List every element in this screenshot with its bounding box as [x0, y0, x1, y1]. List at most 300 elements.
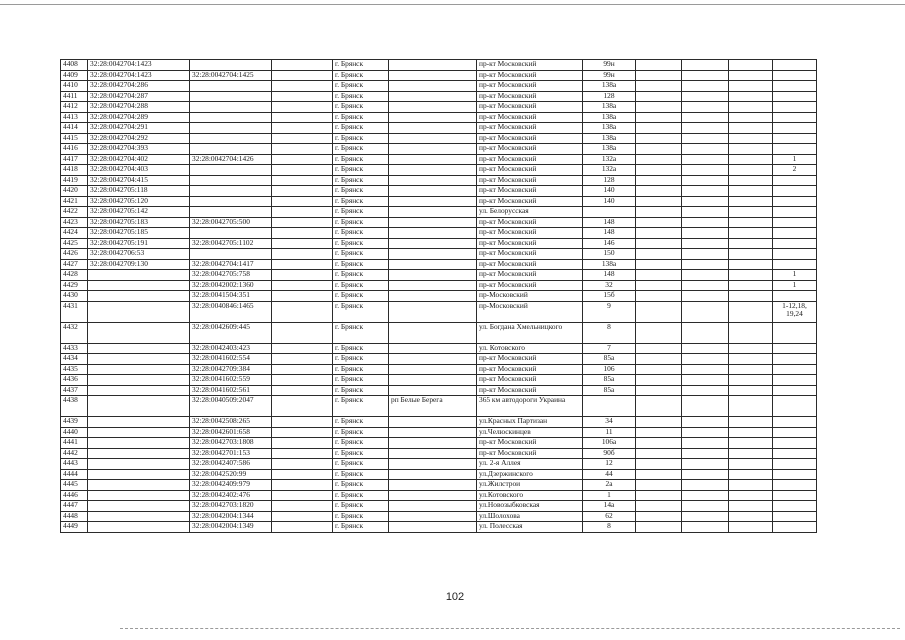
- extra-cell-cell: [272, 112, 333, 123]
- blank-cell-a-cell: [636, 186, 682, 197]
- cadastral-number-object-cell: 32:28:0042002:1360: [190, 280, 272, 291]
- locality-cell: г. Брянск: [333, 249, 389, 260]
- street-cell: ул.Шолохова: [477, 511, 583, 522]
- settlement-cell: [389, 207, 477, 218]
- premises-number-cell: 1: [773, 270, 817, 281]
- blank-cell-a-cell: [636, 322, 682, 343]
- house-number-cell: 34: [583, 417, 636, 428]
- row-number-cell: 4436: [61, 375, 88, 386]
- cadastral-number-land-cell: [88, 459, 190, 470]
- cadastral-number-object-cell: 32:28:0042705:758: [190, 270, 272, 281]
- cadastral-number-object-cell: [190, 91, 272, 102]
- house-number-cell: 148: [583, 217, 636, 228]
- blank-cell-a-cell: [636, 112, 682, 123]
- blank-cell-a-cell: [636, 417, 682, 428]
- extra-cell-cell: [272, 396, 333, 417]
- premises-number-cell: [773, 133, 817, 144]
- cadastral-number-object-cell: 32:28:0042709:384: [190, 364, 272, 375]
- premises-number-cell: 1-12,18, 19,24: [773, 301, 817, 322]
- house-number-cell: 7: [583, 343, 636, 354]
- extra-cell-cell: [272, 459, 333, 470]
- street-cell: пр-кт Московский: [477, 280, 583, 291]
- locality-cell: г. Брянск: [333, 385, 389, 396]
- row-number-cell: 4423: [61, 217, 88, 228]
- settlement-cell: [389, 165, 477, 176]
- table-row: [61, 427, 817, 438]
- extra-cell-cell: [272, 448, 333, 459]
- street-cell: пр-кт Московский: [477, 217, 583, 228]
- locality-cell: г. Брянск: [333, 438, 389, 449]
- blank-cell-a-cell: [636, 217, 682, 228]
- cadastral-number-land-cell: 32:28:0042705:120: [88, 196, 190, 207]
- premises-number-cell: [773, 417, 817, 428]
- settlement-cell: [389, 259, 477, 270]
- blank-cell-b-cell: [682, 417, 729, 428]
- blank-cell-b-cell: [682, 102, 729, 113]
- cadastral-number-object-cell: 32:28:0042701:153: [190, 448, 272, 459]
- cadastral-number-land-cell: 32:28:0042704:1423: [88, 60, 190, 71]
- table-row: [61, 144, 817, 155]
- settlement-cell: [389, 91, 477, 102]
- cadastral-number-land-cell: [88, 396, 190, 417]
- blank-cell-b-cell: [682, 280, 729, 291]
- table-row: [61, 343, 817, 354]
- cadastral-number-object-cell: 32:28:0042508:265: [190, 417, 272, 428]
- house-number-cell: 106: [583, 364, 636, 375]
- locality-cell: г. Брянск: [333, 490, 389, 501]
- extra-cell-cell: [272, 186, 333, 197]
- cadastral-number-object-cell: [190, 207, 272, 218]
- row-number-cell: 4431: [61, 301, 88, 322]
- row-number-cell: 4408: [61, 60, 88, 71]
- cadastral-number-land-cell: 32:28:0042705:191: [88, 238, 190, 249]
- blank-cell-b-cell: [682, 60, 729, 71]
- cadastral-number-object-cell: [190, 81, 272, 92]
- cadastral-number-object-cell: [190, 102, 272, 113]
- blank-cell-b-cell: [682, 228, 729, 239]
- premises-number-cell: [773, 354, 817, 365]
- premises-number-cell: [773, 123, 817, 134]
- settlement-cell: [389, 343, 477, 354]
- locality-cell: г. Брянск: [333, 102, 389, 113]
- extra-cell-cell: [272, 91, 333, 102]
- table-row: [61, 469, 817, 480]
- cadastral-number-object-cell: 32:28:0042004:1344: [190, 511, 272, 522]
- house-number-cell: 90б: [583, 448, 636, 459]
- cadastral-number-object-cell: [190, 165, 272, 176]
- settlement-cell: [389, 133, 477, 144]
- house-number-cell: 8: [583, 522, 636, 533]
- blank-cell-a-cell: [636, 238, 682, 249]
- locality-cell: г. Брянск: [333, 469, 389, 480]
- premises-number-cell: [773, 60, 817, 71]
- table-row: [61, 249, 817, 260]
- street-cell: пр-кт Московский: [477, 70, 583, 81]
- extra-cell-cell: [272, 438, 333, 449]
- settlement-cell: [389, 385, 477, 396]
- table-row: [61, 490, 817, 501]
- cadastral-number-land-cell: [88, 438, 190, 449]
- row-number-cell: 4437: [61, 385, 88, 396]
- row-number-cell: 4413: [61, 112, 88, 123]
- settlement-cell: [389, 448, 477, 459]
- house-number-cell: 99н: [583, 60, 636, 71]
- premises-number-cell: [773, 448, 817, 459]
- blank-cell-c-cell: [729, 343, 773, 354]
- scan-edge-bottom: [120, 628, 900, 630]
- blank-cell-c-cell: [729, 417, 773, 428]
- settlement-cell: [389, 112, 477, 123]
- row-number-cell: 4445: [61, 480, 88, 491]
- locality-cell: г. Брянск: [333, 396, 389, 417]
- house-number-cell: 106а: [583, 438, 636, 449]
- blank-cell-c-cell: [729, 112, 773, 123]
- settlement-cell: [389, 375, 477, 386]
- premises-number-cell: 1: [773, 154, 817, 165]
- house-number-cell: 132а: [583, 165, 636, 176]
- street-cell: пр-кт Московский: [477, 123, 583, 134]
- house-number-cell: 138а: [583, 81, 636, 92]
- blank-cell-b-cell: [682, 217, 729, 228]
- cadastral-number-object-cell: 32:28:0042704:1426: [190, 154, 272, 165]
- blank-cell-c-cell: [729, 175, 773, 186]
- premises-number-cell: [773, 186, 817, 197]
- cadastral-number-land-cell: 32:28:0042705:118: [88, 186, 190, 197]
- premises-number-cell: [773, 70, 817, 81]
- blank-cell-b-cell: [682, 448, 729, 459]
- table-row: [61, 291, 817, 302]
- cadastral-number-object-cell: 32:28:0041504:351: [190, 291, 272, 302]
- row-number-cell: 4440: [61, 427, 88, 438]
- extra-cell-cell: [272, 375, 333, 386]
- cadastral-number-land-cell: 32:28:0042705:142: [88, 207, 190, 218]
- extra-cell-cell: [272, 291, 333, 302]
- blank-cell-b-cell: [682, 501, 729, 512]
- table-row: [61, 438, 817, 449]
- street-cell: пр-кт Московский: [477, 238, 583, 249]
- table-row: [61, 60, 817, 71]
- premises-number-cell: [773, 238, 817, 249]
- blank-cell-a-cell: [636, 280, 682, 291]
- locality-cell: г. Брянск: [333, 175, 389, 186]
- house-number-cell: 140: [583, 196, 636, 207]
- premises-number-cell: [773, 438, 817, 449]
- cadastral-number-object-cell: 32:28:0042703:1808: [190, 438, 272, 449]
- house-number-cell: 15б: [583, 291, 636, 302]
- house-number-cell: 148: [583, 270, 636, 281]
- blank-cell-c-cell: [729, 291, 773, 302]
- row-number-cell: 4424: [61, 228, 88, 239]
- street-cell: пр-кт Московский: [477, 81, 583, 92]
- blank-cell-b-cell: [682, 354, 729, 365]
- premises-number-cell: [773, 196, 817, 207]
- cadastral-number-land-cell: [88, 375, 190, 386]
- extra-cell-cell: [272, 165, 333, 176]
- premises-number-cell: [773, 91, 817, 102]
- row-number-cell: 4430: [61, 291, 88, 302]
- row-number-cell: 4447: [61, 501, 88, 512]
- cadastral-number-land-cell: 32:28:0042704:415: [88, 175, 190, 186]
- cadastral-number-land-cell: 32:28:0042704:289: [88, 112, 190, 123]
- blank-cell-c-cell: [729, 228, 773, 239]
- house-number-cell: 8: [583, 322, 636, 343]
- cadastral-number-land-cell: [88, 354, 190, 365]
- row-number-cell: 4426: [61, 249, 88, 260]
- locality-cell: г. Брянск: [333, 196, 389, 207]
- street-cell: ул. Котовского: [477, 343, 583, 354]
- blank-cell-a-cell: [636, 81, 682, 92]
- premises-number-cell: [773, 501, 817, 512]
- settlement-cell: [389, 123, 477, 134]
- cadastral-number-object-cell: 32:28:0042407:586: [190, 459, 272, 470]
- row-number-cell: 4427: [61, 259, 88, 270]
- cadastral-number-object-cell: 32:28:0042601:658: [190, 427, 272, 438]
- locality-cell: г. Брянск: [333, 291, 389, 302]
- blank-cell-c-cell: [729, 70, 773, 81]
- blank-cell-c-cell: [729, 81, 773, 92]
- settlement-cell: [389, 175, 477, 186]
- settlement-cell: [389, 322, 477, 343]
- blank-cell-b-cell: [682, 522, 729, 533]
- cadastral-number-object-cell: [190, 60, 272, 71]
- table-row: [61, 91, 817, 102]
- blank-cell-c-cell: [729, 91, 773, 102]
- premises-number-cell: [773, 490, 817, 501]
- house-number-cell: 12: [583, 459, 636, 470]
- premises-number-cell: [773, 522, 817, 533]
- street-cell: пр-кт Московский: [477, 154, 583, 165]
- locality-cell: г. Брянск: [333, 448, 389, 459]
- extra-cell-cell: [272, 154, 333, 165]
- house-number-cell: 132а: [583, 154, 636, 165]
- blank-cell-a-cell: [636, 102, 682, 113]
- row-number-cell: 4442: [61, 448, 88, 459]
- blank-cell-b-cell: [682, 375, 729, 386]
- house-number-cell: 148: [583, 228, 636, 239]
- cadastral-number-object-cell: [190, 249, 272, 260]
- extra-cell-cell: [272, 385, 333, 396]
- blank-cell-a-cell: [636, 228, 682, 239]
- blank-cell-a-cell: [636, 354, 682, 365]
- locality-cell: г. Брянск: [333, 301, 389, 322]
- house-number-cell: 62: [583, 511, 636, 522]
- house-number-cell: [583, 396, 636, 417]
- extra-cell-cell: [272, 249, 333, 260]
- locality-cell: г. Брянск: [333, 322, 389, 343]
- blank-cell-a-cell: [636, 459, 682, 470]
- blank-cell-b-cell: [682, 396, 729, 417]
- house-number-cell: 9: [583, 301, 636, 322]
- table-row: [61, 385, 817, 396]
- house-number-cell: 85а: [583, 375, 636, 386]
- row-number-cell: 4415: [61, 133, 88, 144]
- blank-cell-a-cell: [636, 438, 682, 449]
- blank-cell-b-cell: [682, 385, 729, 396]
- locality-cell: г. Брянск: [333, 343, 389, 354]
- table-row: [61, 480, 817, 491]
- locality-cell: г. Брянск: [333, 165, 389, 176]
- street-cell: пр-кт Московский: [477, 364, 583, 375]
- settlement-cell: [389, 364, 477, 375]
- blank-cell-b-cell: [682, 249, 729, 260]
- row-number-cell: 4410: [61, 81, 88, 92]
- street-cell: ул.Дзержинского: [477, 469, 583, 480]
- blank-cell-a-cell: [636, 123, 682, 134]
- street-cell: пр-кт Московский: [477, 60, 583, 71]
- blank-cell-a-cell: [636, 175, 682, 186]
- row-number-cell: 4419: [61, 175, 88, 186]
- blank-cell-c-cell: [729, 480, 773, 491]
- blank-cell-c-cell: [729, 280, 773, 291]
- cadastral-number-object-cell: [190, 186, 272, 197]
- blank-cell-b-cell: [682, 469, 729, 480]
- table-row: [61, 301, 817, 322]
- cadastral-number-object-cell: 32:28:0040846:1465: [190, 301, 272, 322]
- blank-cell-a-cell: [636, 511, 682, 522]
- blank-cell-a-cell: [636, 385, 682, 396]
- locality-cell: г. Брянск: [333, 459, 389, 470]
- extra-cell-cell: [272, 60, 333, 71]
- settlement-cell: [389, 301, 477, 322]
- extra-cell-cell: [272, 70, 333, 81]
- street-cell: пр-кт Московский: [477, 144, 583, 155]
- page-number: 102: [445, 591, 465, 603]
- extra-cell-cell: [272, 469, 333, 480]
- blank-cell-c-cell: [729, 102, 773, 113]
- premises-number-cell: [773, 511, 817, 522]
- table-row: [61, 112, 817, 123]
- register-table: [60, 59, 817, 533]
- cadastral-number-object-cell: 32:28:0042704:1417: [190, 259, 272, 270]
- table-row: [61, 459, 817, 470]
- blank-cell-c-cell: [729, 60, 773, 71]
- premises-number-cell: [773, 343, 817, 354]
- cadastral-number-object-cell: 32:28:0042705:1102: [190, 238, 272, 249]
- cadastral-number-object-cell: [190, 144, 272, 155]
- cadastral-number-land-cell: [88, 322, 190, 343]
- table-row: [61, 375, 817, 386]
- cadastral-number-object-cell: [190, 196, 272, 207]
- locality-cell: г. Брянск: [333, 280, 389, 291]
- locality-cell: г. Брянск: [333, 154, 389, 165]
- row-number-cell: 4432: [61, 322, 88, 343]
- locality-cell: г. Брянск: [333, 501, 389, 512]
- locality-cell: г. Брянск: [333, 112, 389, 123]
- house-number-cell: 138а: [583, 123, 636, 134]
- blank-cell-b-cell: [682, 238, 729, 249]
- street-cell: пр-кт Московский: [477, 175, 583, 186]
- street-cell: пр-кт Московский: [477, 385, 583, 396]
- settlement-cell: [389, 417, 477, 428]
- blank-cell-a-cell: [636, 301, 682, 322]
- extra-cell-cell: [272, 354, 333, 365]
- extra-cell-cell: [272, 217, 333, 228]
- cadastral-number-land-cell: 32:28:0042709:130: [88, 259, 190, 270]
- row-number-cell: 4421: [61, 196, 88, 207]
- house-number-cell: 138а: [583, 102, 636, 113]
- blank-cell-b-cell: [682, 144, 729, 155]
- blank-cell-c-cell: [729, 354, 773, 365]
- row-number-cell: 4446: [61, 490, 88, 501]
- table-row: [61, 322, 817, 343]
- table-row: [61, 259, 817, 270]
- extra-cell-cell: [272, 207, 333, 218]
- street-cell: ул.Челюскинцев: [477, 427, 583, 438]
- extra-cell-cell: [272, 133, 333, 144]
- street-cell: ул. Богдана Хмельницкого: [477, 322, 583, 343]
- blank-cell-a-cell: [636, 291, 682, 302]
- cadastral-number-land-cell: [88, 364, 190, 375]
- street-cell: пр-кт Московский: [477, 375, 583, 386]
- street-cell: 365 км автодороги Украина: [477, 396, 583, 417]
- blank-cell-a-cell: [636, 427, 682, 438]
- blank-cell-c-cell: [729, 511, 773, 522]
- settlement-cell: [389, 60, 477, 71]
- house-number-cell: 32: [583, 280, 636, 291]
- settlement-cell: [389, 490, 477, 501]
- row-number-cell: 4411: [61, 91, 88, 102]
- locality-cell: г. Брянск: [333, 354, 389, 365]
- street-cell: пр-кт Московский: [477, 270, 583, 281]
- cadastral-number-land-cell: 32:28:0042704:291: [88, 123, 190, 134]
- extra-cell-cell: [272, 301, 333, 322]
- blank-cell-a-cell: [636, 144, 682, 155]
- blank-cell-c-cell: [729, 165, 773, 176]
- settlement-cell: [389, 249, 477, 260]
- street-cell: ул.Жилстрои: [477, 480, 583, 491]
- row-number-cell: 4420: [61, 186, 88, 197]
- row-number-cell: 4443: [61, 459, 88, 470]
- cadastral-number-land-cell: [88, 301, 190, 322]
- cadastral-number-object-cell: 32:28:0040509:2047: [190, 396, 272, 417]
- blank-cell-a-cell: [636, 364, 682, 375]
- premises-number-cell: [773, 396, 817, 417]
- blank-cell-a-cell: [636, 522, 682, 533]
- settlement-cell: [389, 501, 477, 512]
- settlement-cell: [389, 186, 477, 197]
- blank-cell-b-cell: [682, 123, 729, 134]
- blank-cell-c-cell: [729, 448, 773, 459]
- blank-cell-b-cell: [682, 301, 729, 322]
- table-row: [61, 70, 817, 81]
- extra-cell-cell: [272, 102, 333, 113]
- cadastral-number-land-cell: [88, 490, 190, 501]
- blank-cell-b-cell: [682, 322, 729, 343]
- street-cell: пр-Московский: [477, 291, 583, 302]
- locality-cell: г. Брянск: [333, 511, 389, 522]
- cadastral-number-land-cell: [88, 448, 190, 459]
- extra-cell-cell: [272, 480, 333, 491]
- blank-cell-c-cell: [729, 217, 773, 228]
- settlement-cell: [389, 238, 477, 249]
- premises-number-cell: [773, 207, 817, 218]
- house-number-cell: 128: [583, 175, 636, 186]
- premises-number-cell: [773, 322, 817, 343]
- blank-cell-c-cell: [729, 123, 773, 134]
- cadastral-number-land-cell: 32:28:0042704:292: [88, 133, 190, 144]
- cadastral-number-object-cell: 32:28:0042403:423: [190, 343, 272, 354]
- street-cell: пр-кт Московский: [477, 228, 583, 239]
- blank-cell-a-cell: [636, 196, 682, 207]
- house-number-cell: 138а: [583, 133, 636, 144]
- blank-cell-b-cell: [682, 81, 729, 92]
- blank-cell-b-cell: [682, 259, 729, 270]
- cadastral-number-object-cell: 32:28:0041602:554: [190, 354, 272, 365]
- premises-number-cell: [773, 228, 817, 239]
- blank-cell-b-cell: [682, 343, 729, 354]
- premises-number-cell: 1: [773, 280, 817, 291]
- table-row: [61, 217, 817, 228]
